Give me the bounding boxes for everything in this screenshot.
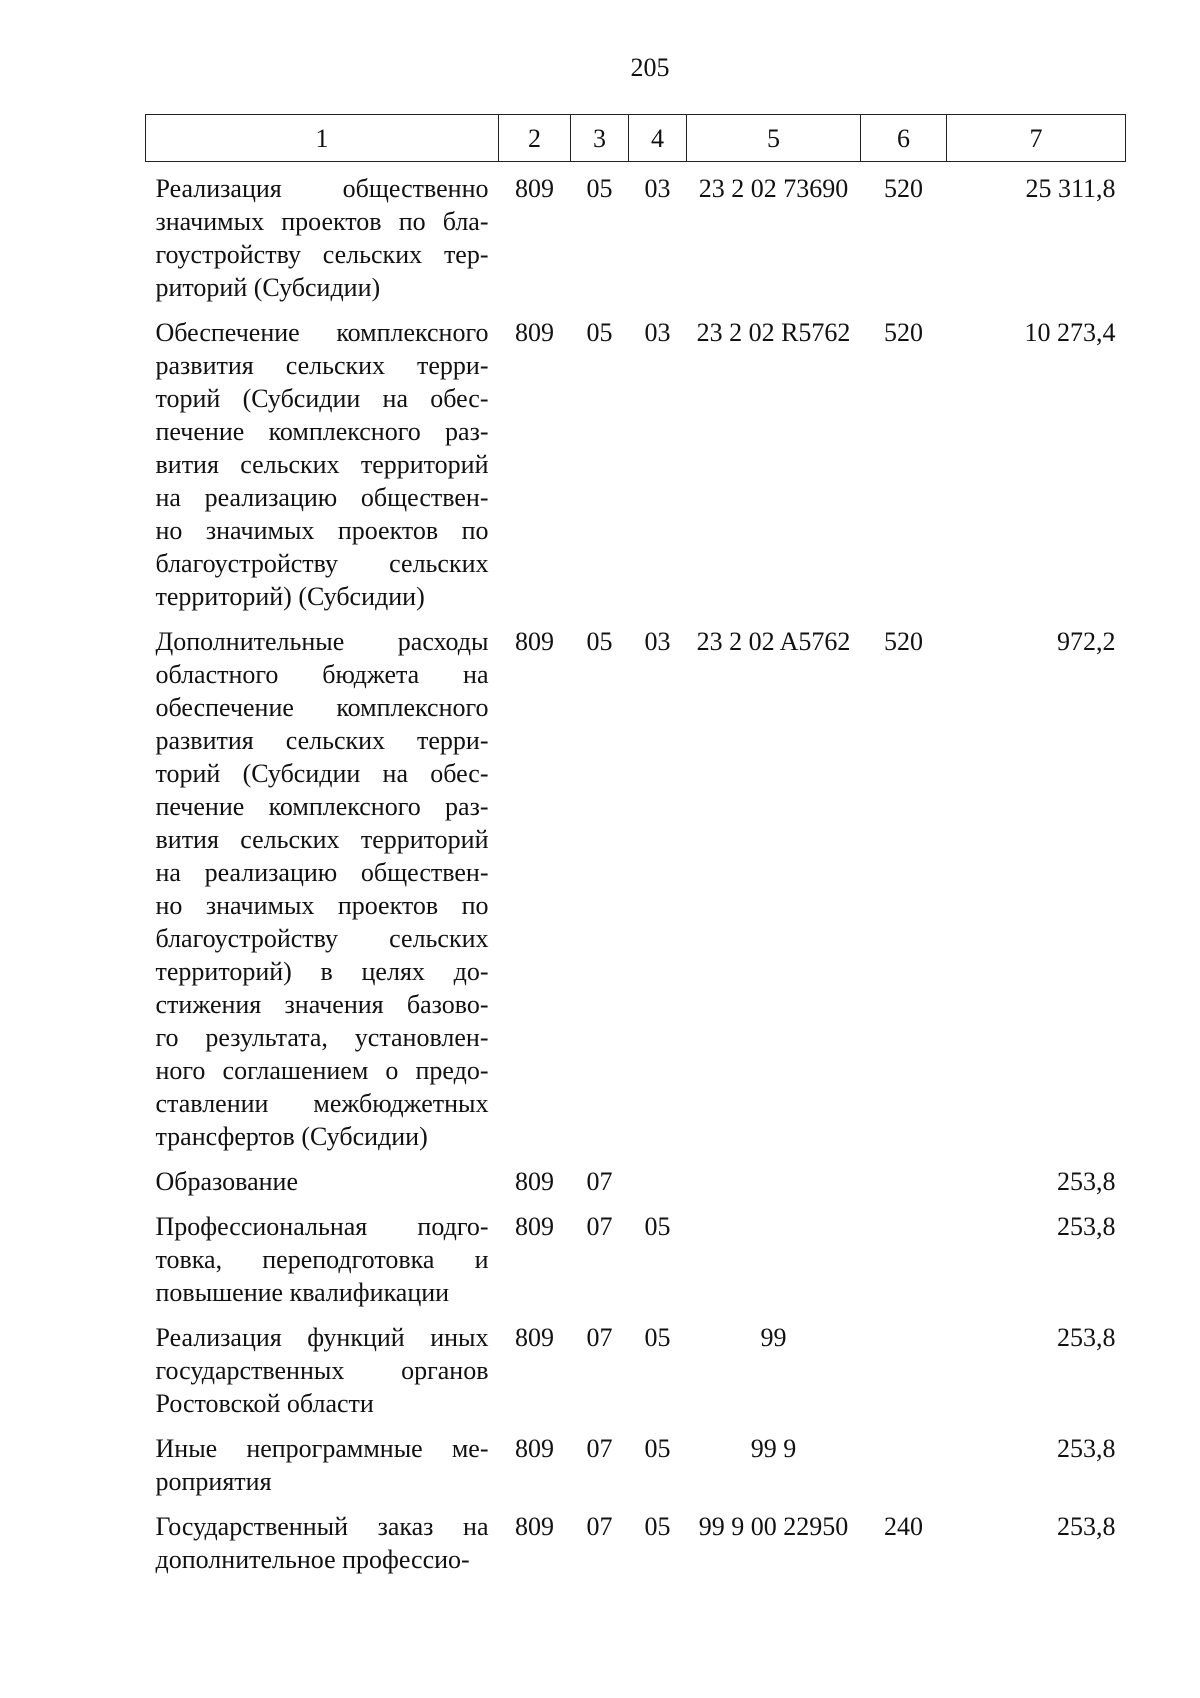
row-name-line: Профессиональная подго- — [155, 1212, 489, 1241]
row-name-line: Обеспечение комплексного — [155, 318, 489, 347]
row-target-article-code: 23 2 02 A5762 — [696, 627, 851, 656]
row-section-code: 07 — [586, 1167, 613, 1196]
header-row — [146, 115, 1126, 162]
row-name-line: трансфертов (Субсидии) — [155, 1122, 428, 1151]
row-section-code: 07 — [586, 1323, 613, 1352]
row-name-line: дополнительное профессио- — [155, 1545, 470, 1574]
row-name-line: развития сельских терри- — [155, 726, 489, 755]
row-section-code: 05 — [586, 627, 613, 656]
row-section-code: 07 — [586, 1212, 613, 1241]
row-section-code: 05 — [586, 174, 613, 203]
row-subsection-code: 03 — [644, 627, 671, 656]
row-ministry-code: 809 — [515, 627, 554, 656]
row-ministry-code: 809 — [515, 318, 554, 347]
row-amount: 253,8 — [1057, 1512, 1116, 1541]
row-name-cell — [146, 625, 499, 1165]
row-name-cell — [146, 162, 499, 317]
row-name-line: риторий (Субсидии) — [155, 273, 381, 302]
row-name-line: Образование — [155, 1167, 299, 1196]
row-expense-type-code: 520 — [884, 318, 923, 347]
row-target-article-code: 23 2 02 R5762 — [696, 318, 851, 347]
row-name-line: Реализация функций иных — [155, 1323, 489, 1352]
row-name-cell — [146, 1510, 499, 1588]
row-subsection-code: 05 — [644, 1434, 671, 1463]
row-name-line: печение комплексного раз- — [155, 417, 489, 446]
row-name-line: развития сельских терри- — [155, 351, 489, 380]
row-target-article-code: 99 9 — [750, 1434, 797, 1463]
row-subsection-code: 03 — [644, 318, 671, 347]
row-name-line: роприятия — [155, 1467, 272, 1496]
row-amount: 25 311,8 — [1025, 174, 1116, 203]
row-ministry-code: 809 — [515, 1323, 554, 1352]
table-header — [146, 115, 1126, 162]
row-name-line: Дополнительные расходы — [155, 627, 489, 656]
table-row — [146, 1510, 1126, 1588]
table-row — [146, 316, 1126, 625]
row-section-code: 05 — [586, 318, 613, 347]
table-row — [146, 162, 1126, 317]
row-name-line: Иные непрограммные ме- — [155, 1434, 489, 1463]
row-subsection-code: 05 — [644, 1212, 671, 1241]
row-ministry-code: 809 — [515, 1434, 554, 1463]
row-subsection-code — [629, 1165, 687, 1210]
row-name-cell — [146, 1321, 499, 1432]
row-section-code: 07 — [586, 1512, 613, 1541]
row-name-line: торий (Субсидии на обес- — [155, 384, 489, 413]
row-name-line: территорий) (Субсидии) — [155, 582, 425, 611]
row-name-line: на реализацию обществен- — [155, 483, 489, 512]
row-expense-type-code — [861, 1321, 947, 1432]
row-name-line: стижения значения базово- — [155, 990, 489, 1019]
row-name-line: ставлении межбюджетных — [155, 1089, 489, 1118]
row-name-cell — [146, 1432, 499, 1510]
row-name-line: Реализация общественно — [155, 174, 489, 203]
row-name-line: вития сельских территорий — [155, 450, 489, 479]
table-body — [146, 162, 1126, 1589]
row-name-cell — [146, 1210, 499, 1321]
row-expense-type-code: 520 — [884, 627, 923, 656]
table-row — [146, 1432, 1126, 1510]
row-ministry-code: 809 — [515, 1212, 554, 1241]
row-name-line: на реализацию обществен- — [155, 858, 489, 887]
budget-table — [145, 114, 1126, 1588]
row-name-line: областного бюджета на — [155, 660, 489, 689]
table-row — [146, 1321, 1126, 1432]
row-name-line: вития сельских территорий — [155, 825, 489, 854]
row-amount: 253,8 — [1057, 1434, 1116, 1463]
row-name-line: но значимых проектов по — [155, 516, 489, 545]
table-row — [146, 625, 1126, 1165]
header-col-5: 5 — [687, 115, 861, 162]
header-col-1: 1 — [146, 115, 499, 162]
row-target-article-code: 99 — [760, 1323, 787, 1352]
row-name-line: обеспечение комплексного — [155, 693, 489, 722]
header-col-6: 6 — [861, 115, 947, 162]
row-expense-type-code: 240 — [884, 1512, 923, 1541]
row-target-article-code — [687, 1165, 861, 1210]
row-name-cell — [146, 1165, 499, 1210]
row-name-line: территорий) в целях до- — [155, 957, 489, 986]
header-col-7: 7 — [947, 115, 1126, 162]
row-name-line: печение комплексного раз- — [155, 792, 489, 821]
row-name-line: Ростовской области — [155, 1389, 374, 1418]
row-name-line: благоустройству сельских — [155, 924, 489, 953]
row-amount: 972,2 — [1057, 627, 1116, 656]
row-name-line: значимых проектов по бла- — [155, 207, 489, 236]
row-name-line: го результата, установлен- — [155, 1023, 489, 1052]
row-amount: 10 273,4 — [1024, 318, 1116, 347]
row-name-line: торий (Субсидии на обес- — [155, 759, 489, 788]
row-amount: 253,8 — [1057, 1212, 1116, 1241]
row-expense-type-code — [861, 1210, 947, 1321]
row-target-article-code: 99 9 00 22950 — [698, 1512, 849, 1541]
table-row — [146, 1165, 1126, 1210]
row-expense-type-code: 520 — [884, 174, 923, 203]
header-col-2: 2 — [499, 115, 571, 162]
row-section-code: 07 — [586, 1434, 613, 1463]
row-name-line: но значимых проектов по — [155, 891, 489, 920]
row-name-cell — [146, 316, 499, 625]
row-subsection-code: 05 — [644, 1323, 671, 1352]
row-subsection-code: 03 — [644, 174, 671, 203]
row-target-article-code: 23 2 02 73690 — [698, 174, 849, 203]
row-amount: 253,8 — [1057, 1323, 1116, 1352]
row-name-line: Государственный заказ на — [155, 1512, 489, 1541]
row-ministry-code: 809 — [515, 1512, 554, 1541]
row-name-line: товка, переподготовка и — [155, 1245, 489, 1274]
row-name-line: ного соглашением о предо- — [155, 1056, 489, 1085]
row-name-line: гоустройству сельских тер- — [155, 240, 489, 269]
row-ministry-code: 809 — [515, 174, 554, 203]
table-row — [146, 1210, 1126, 1321]
row-target-article-code — [687, 1210, 861, 1321]
row-expense-type-code — [861, 1165, 947, 1210]
row-name-line: благоустройству сельских — [155, 549, 489, 578]
row-expense-type-code — [861, 1432, 947, 1510]
row-name-line: повышение квалификации — [155, 1278, 450, 1307]
header-col-4: 4 — [629, 115, 687, 162]
header-col-3: 3 — [571, 115, 629, 162]
row-ministry-code: 809 — [515, 1167, 554, 1196]
row-name-line: государственных органов — [155, 1356, 489, 1385]
row-amount: 253,8 — [1057, 1167, 1116, 1196]
row-subsection-code: 05 — [644, 1512, 671, 1541]
page-number: 205 — [630, 53, 670, 82]
